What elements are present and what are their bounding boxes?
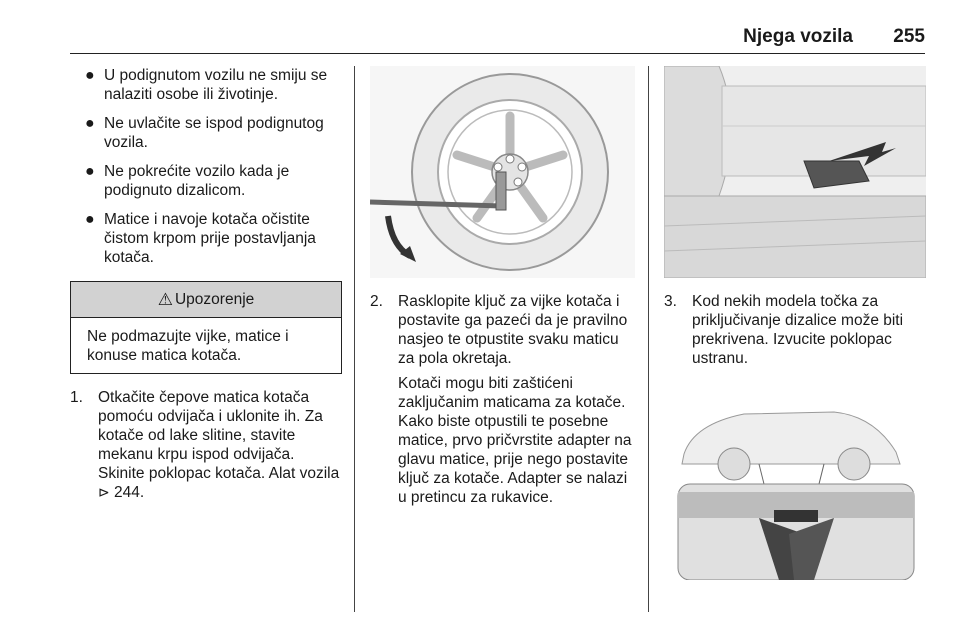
page-header (70, 14, 925, 54)
bullet-dot-icon: ● (85, 211, 95, 228)
step-number: 2. (370, 293, 383, 310)
step-3 (664, 292, 926, 368)
page-reference-icon: ⊳ (98, 484, 110, 500)
column-1 (70, 66, 342, 502)
column-3 (664, 66, 926, 580)
warning-title: Upozorenje (174, 291, 255, 308)
page-number: 255 (893, 26, 925, 47)
page-reference[interactable]: 244. (114, 484, 145, 501)
warning-text: Ne podmazujte vijke, matice i konuse matica kotača. (87, 328, 289, 364)
warning-triangle-icon: ⚠ (157, 290, 173, 309)
safety-bullet-list (70, 66, 342, 267)
step-text: Rasklopite ključ za vijke kotača i postavite ga pazeći da je pravilno nasjeo te otpustite svaku maticu za pola okretaja. (398, 293, 628, 367)
bullet-item: ● Ne pokrećite vozilo kada je podignuto dizalicom. (85, 163, 290, 199)
column-divider-2 (648, 66, 649, 612)
step-text: Otkačite čepove matica kotača pomoću odvijača i uklonite ih. Za kotače od lake slitine, stavite mekanu krpu ispod odvijača. Skinite poklopac kotača. Alat vozila (98, 389, 340, 482)
bullet-dot-icon: ● (85, 115, 95, 132)
bullet-item: ● U podignutom vozilu ne smiju se nalaziti osobe ili životinje. (85, 67, 328, 103)
step-note: Kotači mogu biti zaštićeni zaključanim maticama za kotače. Kako biste otpustili te posebne matice, prvo pričvrstite adapter na glavu matice, prije nego postavite ključ za kotače. Adapter se nalazi u pretincu za rukavice. (398, 375, 632, 506)
bullet-dot-icon: ● (85, 67, 95, 84)
jack-cover-illustration (664, 66, 926, 278)
jacking-point-illustration (664, 394, 926, 580)
bullet-dot-icon: ● (85, 163, 95, 180)
bullet-item: ● Ne uvlačite se ispod podignutog vozila. (85, 115, 324, 151)
column-divider-1 (354, 66, 355, 612)
step-2 (370, 292, 635, 507)
step-text: Kod nekih modela točka za priključivanje dizalice može biti prekrivena. Izvucite poklopac ustranu. (692, 293, 904, 367)
step-1 (70, 388, 342, 502)
warning-header (71, 282, 341, 318)
wheel-wrench-illustration (370, 66, 635, 278)
step-number: 3. (664, 293, 677, 310)
warning-box (70, 281, 342, 374)
header-title: Njega vozila (743, 26, 853, 47)
column-2 (370, 66, 635, 507)
bullet-item: ● Matice i navoje kotača očistite čistom krpom prije postavljanja kotača. (85, 211, 316, 266)
step-number: 1. (70, 389, 83, 406)
